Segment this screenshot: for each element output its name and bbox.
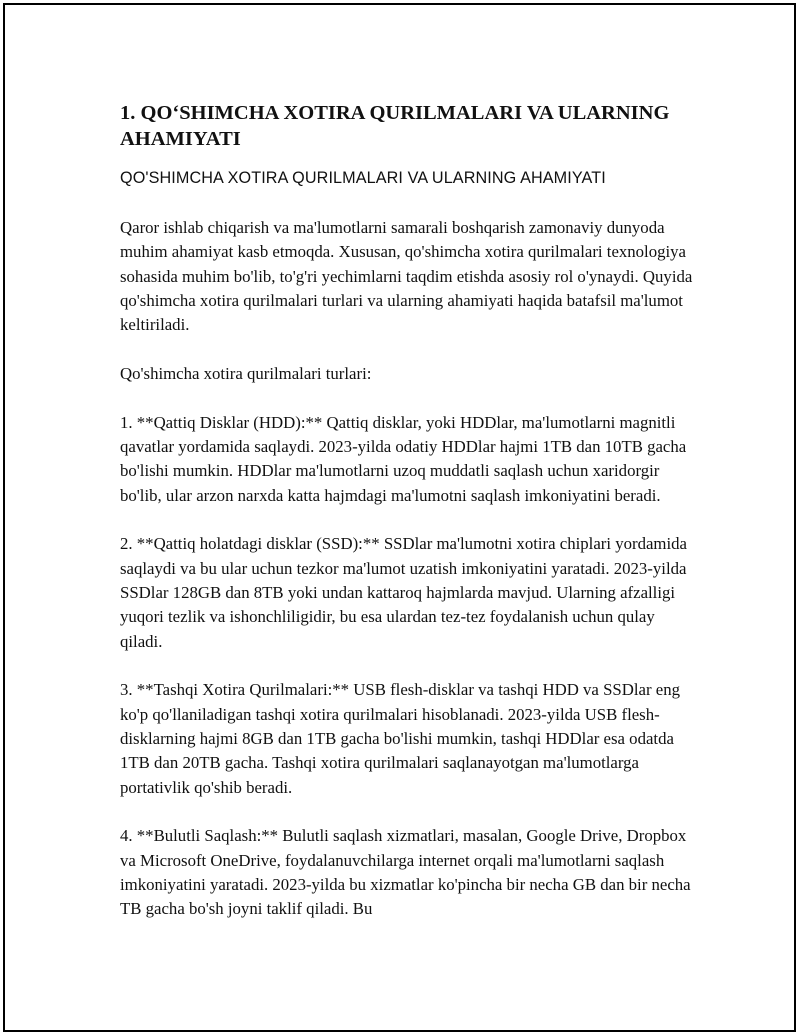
paragraph-cloud-storage: 4. **Bulutli Saqlash:** Bulutli saqlash xizmatlari, masalan, Google Drive, Dropbox va Microsoft OneDrive, foydalanuvchilarga internet orqali ma'lumotlarni saqlash imkoniyatini yaratadi. 2023-yilda bu xizmatlar ko'pincha bir necha GB dan bir necha TB gacha bo'sh joyni taklif qiladi. Bu (120, 826, 691, 919)
paragraph-intro: Qaror ishlab chiqarish va ma'lumotlarni samarali boshqarish zamonaviy dunyoda muhim ahamiyat kasb etmoqda. Xususan, qo'shimcha xotira qurilmalari texnologiya sohasida muhim bo'lib, to'g'ri yechimlarni taqdim etishda asosiy rol o'ynaydi. Quyida qo'shimcha xotira qurilmalari turlari va ularning ahamiyati haqida batafsil ma'lumot keltiriladi. (120, 218, 693, 335)
document-body (120, 100, 700, 946)
paragraph-hdd: 1. **Qattiq Disklar (HDD):** Qattiq disklar, yoki HDDlar, ma'lumotlarni magnitli qavatlar yordamida saqlaydi. 2023-yilda odatiy HDDlar hajmi 1TB dan 10TB gacha bo'lishi mumkin. HDDlar ma'lumotlarni uzoq muddatli saqlash uchun xaridorgir bo'lib, ular arzon narxda katta hajmdagi ma'lumotni saqlash imkoniyatini beradi. (120, 412, 687, 505)
paragraph-external-storage: 3. **Tashqi Xotira Qurilmalari:** USB flesh-disklar va tashqi HDD va SSDlar eng ko'p qo'llaniladigan tashqi xotira qurilmalari hisoblanadi. 2023-yilda USB flesh-disklarning hajmi 8GB dan 1TB gacha bo'lishi mumkin, tashqi HDDlar esa odatda 1TB dan 20TB gacha. Tashqi xotira qurilmalari saqlanayotgan ma'lumotlarga portativlik qo'shib beradi. (120, 680, 680, 797)
document-title: 1. QO‘SHIMCHA XOTIRA QURILMALARI VA ULARNING AHAMIYATI (120, 102, 670, 150)
document-subtitle: QO'SHIMCHA XOTIRA QURILMALARI VA ULARNING AHAMIYATI (120, 169, 606, 187)
document-page (3, 3, 796, 1032)
paragraph-ssd: 2. **Qattiq holatdagi disklar (SSD):** SSDlar ma'lumotni xotira chiplari yordamida saqlaydi va bu ular uchun tezkor ma'lumot uzatish imkoniyatini yaratadi. 2023-yilda SSDlar 128GB dan 8TB yoki undan kattaroq hajmlarda mavjud. Ularning afzalligi yuqori tezlik va ishonchliligidir, bu esa ulardan tez-tez foydalanish uchun qulay qiladi. (120, 534, 687, 651)
paragraph-types-heading: Qo'shimcha xotira qurilmalari turlari: (120, 363, 372, 383)
